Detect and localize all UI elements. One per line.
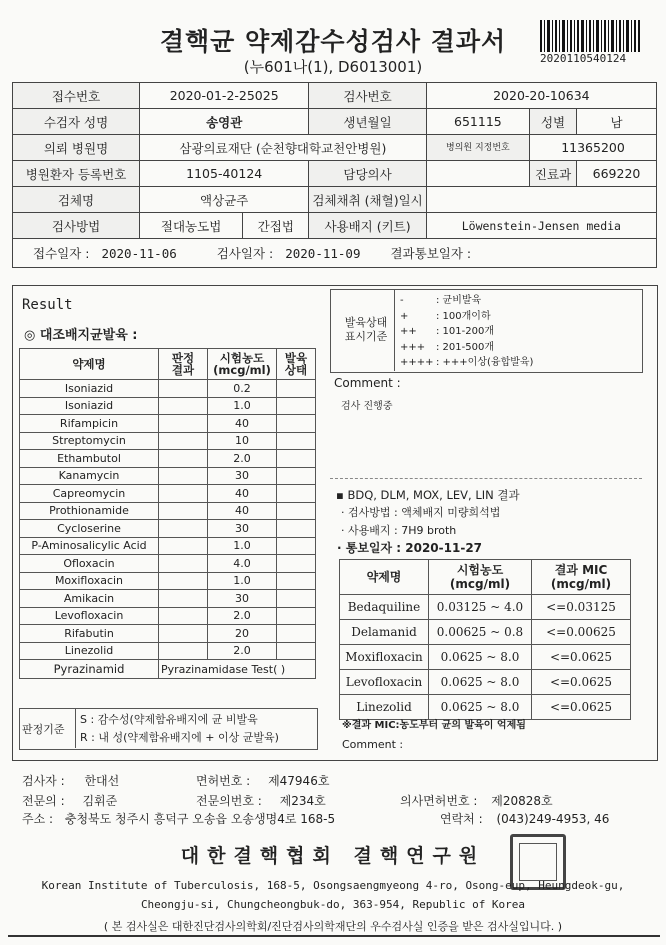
drug-row — [20, 485, 316, 503]
drug-growth — [277, 572, 316, 590]
drug-concentration: 40 — [208, 502, 277, 520]
col-concentration: 시험농도 (mcg/ml) — [208, 349, 277, 380]
mic-concentration: 0.00625 ~ 0.8 — [429, 620, 532, 645]
drug-row — [20, 607, 316, 625]
method-label: 검사방법 — [13, 213, 140, 239]
mic-result: <=0.0625 — [532, 645, 631, 670]
drug-judgement — [159, 555, 208, 573]
pza-test: Pyrazinamidase Test( ) — [159, 660, 316, 679]
drug-judgement — [159, 467, 208, 485]
growth-symbol: +++ — [400, 341, 426, 353]
drug-row — [20, 415, 316, 433]
drug-growth — [277, 537, 316, 555]
growth-meaning: : 101-200개 — [436, 326, 494, 337]
drug-judgement — [159, 432, 208, 450]
drug-row — [20, 555, 316, 573]
drug-row — [20, 380, 316, 398]
dept-value: 669220 — [577, 161, 657, 187]
hospital-name: 삼광의료재단 (순천향대학교천안병원) — [140, 135, 427, 161]
result-label: Result — [22, 297, 73, 313]
exam-no-label: 검사번호 — [309, 83, 426, 109]
comment-text: 검사 진행중 — [341, 401, 393, 412]
drug-concentration: 4.0 — [208, 555, 277, 573]
mic-concentration: 0.03125 ~ 4.0 — [429, 595, 532, 620]
drug-row — [20, 625, 316, 643]
section-divider — [330, 478, 642, 479]
drug-row — [20, 537, 316, 555]
drug-name: Moxifloxacin — [20, 572, 159, 590]
drug-name: Isoniazid — [20, 397, 159, 415]
col-growth: 발육 상태 — [277, 349, 316, 380]
drug-concentration: 40 — [208, 415, 277, 433]
test-date: 2020-11-09 — [285, 246, 361, 261]
certification-note: ( 본 검사실은 대한진단검사의학회/진단검사의학재단의 우수검사실 인증을 받은 검사실입니다. ) — [103, 920, 563, 933]
drug-row — [20, 590, 316, 608]
criteria-resistant: R : 내 성(약제함유배지에 + 이상 균발육) — [80, 731, 279, 744]
drug-name: Amikacin — [20, 590, 159, 608]
examiner-name: 한대선 — [84, 774, 120, 788]
drug-growth — [277, 485, 316, 503]
drug-concentration: 2.0 — [208, 642, 277, 660]
mic-col-drug: 약제명 — [340, 560, 429, 595]
hosp-code-label: 병의원 지정번호 — [426, 135, 529, 161]
growth-legend-row — [400, 291, 533, 307]
birth-label: 생년월일 — [309, 109, 426, 135]
mic-drug: Moxifloxacin — [340, 645, 429, 670]
judge-divider — [75, 708, 76, 748]
method-value: 절대농도법 — [140, 213, 243, 239]
mic-drug: Linezolid — [340, 695, 429, 720]
col-judgement: 판정 결과 — [159, 349, 208, 380]
drug-name: Isoniazid — [20, 380, 159, 398]
specimen-value: 액상균주 — [140, 187, 309, 213]
hosp-code: 11365200 — [530, 135, 657, 161]
drug-concentration: 1.0 — [208, 572, 277, 590]
control-growth-label: ◎ 대조배지균발육 : — [24, 328, 138, 343]
drug-name: Prothionamide — [20, 502, 159, 520]
drug-name: P-Aminosalicylic Acid — [20, 537, 159, 555]
specialist-no-line — [196, 792, 326, 809]
drug-concentration: 40 — [208, 485, 277, 503]
mic-concentration: 0.0625 ~ 8.0 — [429, 695, 532, 720]
growth-legend-row — [400, 307, 533, 323]
address-line — [22, 810, 335, 827]
contact-label: 연락처 : — [440, 812, 483, 826]
mic-result: <=0.0625 — [532, 670, 631, 695]
mic-notify-date: · 통보일자 : 2020-11-27 — [337, 541, 483, 555]
drug-judgement — [159, 520, 208, 538]
patient-info-table — [12, 82, 657, 268]
mic-drug: Delamanid — [340, 620, 429, 645]
drug-row — [20, 572, 316, 590]
drug-concentration: 10 — [208, 432, 277, 450]
mic-result: <=0.03125 — [532, 595, 631, 620]
drug-name: Cycloserine — [20, 520, 159, 538]
drug-concentration: 20 — [208, 625, 277, 643]
drug-row — [20, 502, 316, 520]
reg-no: 1105-40124 — [140, 161, 309, 187]
examiner-label: 검사자 : — [22, 774, 65, 788]
drug-growth — [277, 590, 316, 608]
mic-drug: Levofloxacin — [340, 670, 429, 695]
method-type: 간접법 — [243, 213, 309, 239]
mic-concentration: 0.0625 ~ 8.0 — [429, 670, 532, 695]
doctor-license-no: 제20828호 — [491, 794, 553, 808]
specimen-label: 검체명 — [13, 187, 140, 213]
mic-note: ※결과 MIC:농도부터 균의 발육이 억제됨 — [342, 720, 526, 731]
drug-name: Levofloxacin — [20, 607, 159, 625]
mic-comment-label: Comment : — [342, 738, 404, 751]
reg-label: 병원환자 등록번호 — [13, 161, 140, 187]
license-no: 제47946호 — [268, 774, 330, 788]
barcode-number: 2020110540124 — [540, 52, 627, 65]
drug-growth — [277, 467, 316, 485]
birth-date: 651115 — [426, 109, 529, 135]
mic-drug: Bedaquiline — [340, 595, 429, 620]
drug-concentration: 1.0 — [208, 397, 277, 415]
drug-judgement — [159, 415, 208, 433]
english-address-2: Cheongju-si, Chungcheongbuk-do, 363-954, Republic of Korea — [140, 898, 526, 911]
mic-section-title: ▪ BDQ, DLM, MOX, LEV, LIN 결과 — [336, 488, 520, 502]
mic-col-concentration: 시험농도 (mcg/ml) — [429, 560, 532, 595]
mic-result: <=0.0625 — [532, 695, 631, 720]
drug-growth — [277, 625, 316, 643]
dept-label: 진료과 — [530, 161, 577, 187]
specialist-line — [22, 792, 117, 809]
criteria-susceptible: S : 감수성(약제함유배지에 균 비발육 — [80, 713, 258, 726]
specialist-no-label: 전문의번호 : — [196, 794, 262, 808]
growth-symbol: ++++ — [400, 357, 434, 368]
col-drug: 약제명 — [20, 349, 159, 380]
doctor-license-label: 의사면허번호 : — [400, 794, 478, 808]
drug-concentration: 30 — [208, 520, 277, 538]
drug-growth — [277, 397, 316, 415]
drug-concentration: 30 — [208, 467, 277, 485]
drug-row — [20, 450, 316, 468]
contact-line — [440, 810, 609, 827]
growth-label-2: 표시기준 — [344, 330, 388, 343]
growth-legend-row — [400, 322, 533, 338]
patient-name: 송영관 — [140, 109, 309, 135]
mic-row — [340, 645, 631, 670]
drug-name: Linezolid — [20, 642, 159, 660]
medium-label: 사용배지 (키트) — [309, 213, 426, 239]
mic-row — [340, 670, 631, 695]
drug-growth — [277, 555, 316, 573]
mic-result: <=0.00625 — [532, 620, 631, 645]
growth-symbol: - — [400, 295, 404, 306]
mic-method: · 검사방법 : 액체배지 미량희석법 — [341, 506, 501, 519]
drug-concentration: 0.2 — [208, 380, 277, 398]
organization-name: 대한결핵협회 결핵연구원 — [180, 845, 486, 867]
drug-growth — [277, 415, 316, 433]
drug-concentration: 1.0 — [208, 537, 277, 555]
drug-concentration: 30 — [208, 590, 277, 608]
contact: (043)249-4953, 46 — [496, 812, 610, 826]
drug-judgement — [159, 380, 208, 398]
drug-judgement — [159, 537, 208, 555]
notify-date-label: 결과통보일자 : — [390, 246, 472, 261]
license-line — [196, 772, 329, 789]
specialist-name: 김휘준 — [82, 794, 118, 808]
growth-meaning: : 201-500개 — [436, 341, 494, 353]
doctor-license-line — [400, 792, 553, 809]
receipt-no-label: 접수번호 — [13, 83, 140, 109]
mic-results-table — [339, 559, 631, 720]
doctor-name — [426, 161, 529, 187]
drug-growth — [277, 642, 316, 660]
drug-judgement — [159, 607, 208, 625]
mic-row — [340, 595, 631, 620]
drug-name: Capreomycin — [20, 485, 159, 503]
drug-concentration: 2.0 — [208, 450, 277, 468]
examiner-line — [22, 772, 119, 789]
sex-label: 성별 — [530, 109, 577, 135]
document-title: 결핵균 약제감수성검사 결과서 — [159, 27, 507, 56]
drug-name: Rifabutin — [20, 625, 159, 643]
drug-row — [20, 520, 316, 538]
drug-judgement — [159, 572, 208, 590]
specialist-label: 전문의 : — [22, 794, 65, 808]
test-date-label: 검사일자 : — [216, 246, 274, 261]
judgement-criteria-label: 판정기준 — [22, 723, 65, 736]
mic-concentration: 0.0625 ~ 8.0 — [429, 645, 532, 670]
drug-growth — [277, 380, 316, 398]
medium-value: Löwenstein-Jensen media — [426, 213, 656, 239]
drug-growth — [277, 502, 316, 520]
drug-growth — [277, 607, 316, 625]
growth-legend-rows — [400, 291, 533, 369]
drug-name: Kanamycin — [20, 467, 159, 485]
address-label: 주소 : — [22, 812, 54, 826]
growth-symbol: + — [400, 310, 409, 322]
mic-col-result: 결과 MIC (mcg/ml) — [532, 560, 631, 595]
drug-results-table — [19, 348, 316, 679]
drug-row — [20, 432, 316, 450]
drug-judgement — [159, 450, 208, 468]
drug-growth — [277, 520, 316, 538]
collect-label: 검체채취 (채혈)일시 — [309, 187, 426, 213]
hospital-label: 의뢰 병원명 — [13, 135, 140, 161]
growth-label-1: 발육상태 — [344, 316, 388, 329]
growth-meaning: : 균비발육 — [436, 295, 482, 306]
bottom-rule — [8, 935, 660, 937]
license-label: 면허번호 : — [196, 774, 251, 788]
growth-meaning: : 100개이하 — [436, 310, 491, 322]
pza-name: Pyrazinamid — [20, 660, 159, 679]
drug-judgement — [159, 502, 208, 520]
mic-medium: · 사용배지 : 7H9 broth — [341, 524, 457, 537]
specialist-no: 제234호 — [279, 794, 326, 808]
address: 충청북도 청주시 흥덕구 오송읍 오송생명4로 168-5 — [64, 812, 336, 826]
drug-judgement — [159, 590, 208, 608]
drug-judgement — [159, 397, 208, 415]
english-address-1: Korean Institute of Tuberculosis, 168-5, Osongsaengmyeong 4-ro, Osong-eup, Heungdeok-gu, — [41, 879, 625, 892]
receipt-no: 2020-01-2-25025 — [140, 83, 309, 109]
sex-value: 남 — [577, 109, 657, 135]
drug-row — [20, 642, 316, 660]
growth-legend-row — [400, 338, 533, 354]
exam-no: 2020-20-10634 — [426, 83, 656, 109]
comment-label: Comment : — [334, 376, 401, 390]
document-code: (누601나(1), D6013001) — [243, 58, 423, 76]
receipt-date-label: 접수일자 : — [33, 246, 90, 261]
drug-row — [20, 467, 316, 485]
drug-name: Streptomycin — [20, 432, 159, 450]
barcode — [540, 20, 640, 52]
patient-label: 수검자 성명 — [13, 109, 140, 135]
growth-meaning: : +++이상(융합발육) — [436, 357, 534, 368]
drug-name: Ethambutol — [20, 450, 159, 468]
drug-growth — [277, 432, 316, 450]
collect-value — [426, 187, 656, 213]
mic-row — [340, 620, 631, 645]
drug-concentration: 2.0 — [208, 607, 277, 625]
drug-name: Rifampicin — [20, 415, 159, 433]
drug-judgement — [159, 642, 208, 660]
growth-symbol: ++ — [400, 326, 417, 337]
doctor-label: 담당의사 — [309, 161, 426, 187]
receipt-date: 2020-11-06 — [101, 246, 177, 261]
drug-row — [20, 397, 316, 415]
growth-legend-label — [336, 316, 396, 344]
drug-name: Ofloxacin — [20, 555, 159, 573]
drug-growth — [277, 450, 316, 468]
drug-judgement — [159, 625, 208, 643]
drug-judgement — [159, 485, 208, 503]
growth-legend-row — [400, 353, 533, 369]
